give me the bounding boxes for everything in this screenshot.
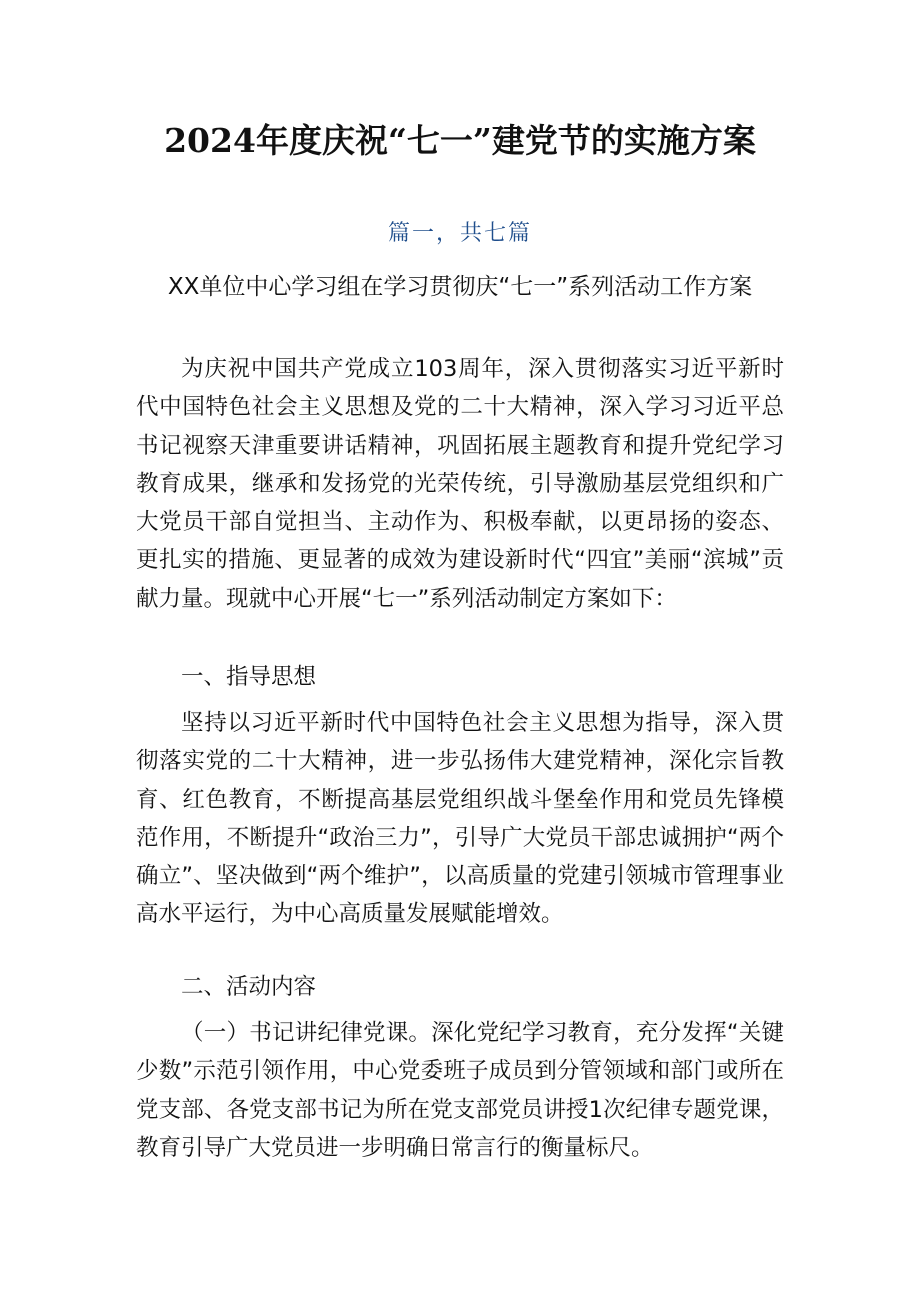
section-heading-guiding-ideology: 一、指导思想: [181, 664, 317, 690]
guiding-ideology-paragraph: 坚持以习近平新时代中国特色社会主义思想为指导，深入贯彻落实党的二十大精神，进一步弘扬伟大建党精神，深化宗旨教育、红色教育，不断提高基层党组织战斗堡垒作用和党员先锋模范作用，不断提升“政治三力”，引导广大党员干部忠诚拥护“两个确立”、坚决做到“两个维护”，以高质量的党建引领城市管理事业高水平运行，为中心高质量发展赋能增效。: [136, 710, 784, 928]
document-subtitle: XX单位中心学习组在学习贯彻庆“七一”系列活动工作方案: [167, 274, 753, 300]
intro-paragraph: 为庆祝中国共产党成立103周年，深入贯彻落实习近平新时代中国特色社会主义思想及党的二十大精神，深入学习习近平总书记视察天津重要讲话精神，巩固拓展主题教育和提升党纪学习教育成果，继承和发扬党的光荣传统，引导激励基层党组织和广大党员干部自觉担当、主动作为、积极奉献，以更昂扬的姿态、更扎实的措施、更显著的成效为建设新时代“四宜”美丽“滨城”贡献力量。现就中心开展“七一”系列活动制定方案如下：: [136, 356, 784, 612]
section-heading-activities: 二、活动内容: [181, 974, 317, 1000]
activity-item-1-paragraph: （一）书记讲纪律党课。深化党纪学习教育，充分发挥“关键少数”示范引领作用，中心党委班子成员到分管领域和部门或所在党支部、各党支部书记为所在党支部党员讲授1次纪律专题党课，教育引导广大党员进一步明确日常言行的衡量标尺。: [136, 1020, 784, 1161]
part-label: 篇一，共七篇: [387, 221, 532, 246]
document-title: 2024年度庆祝“七一”建党节的实施方案: [164, 121, 756, 160]
